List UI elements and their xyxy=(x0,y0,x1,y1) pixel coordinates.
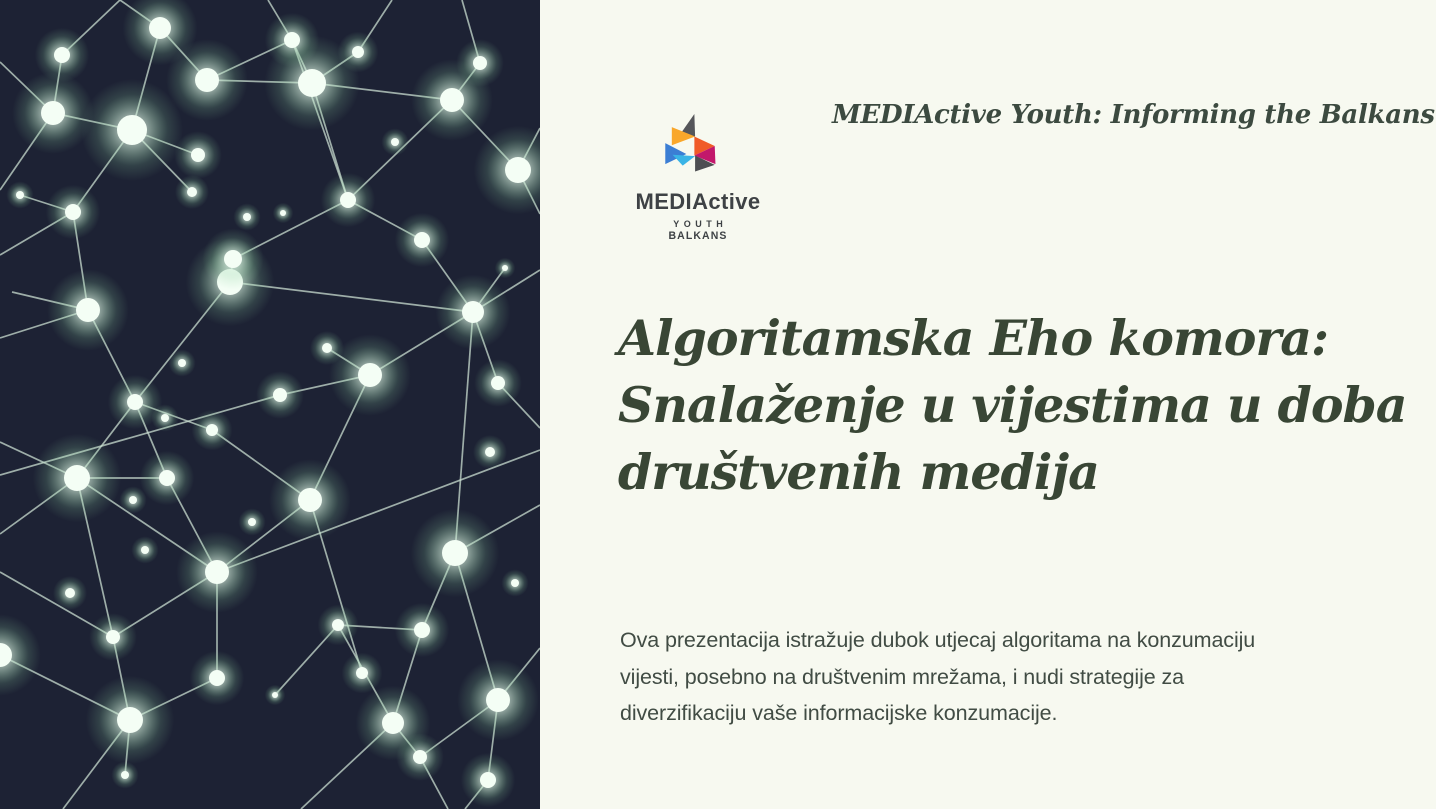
network-illustration xyxy=(0,0,540,809)
mediactive-logo xyxy=(626,98,770,242)
slide-body xyxy=(620,622,1255,732)
body-line: Ova prezentacija istražuje dubok utjecaj algoritama na konzumaciju xyxy=(620,628,1256,652)
logo-subtitle-youth: YOUTH xyxy=(673,219,728,229)
slide-content-area xyxy=(540,0,1436,809)
title-line: Algoritamska Eho komora: xyxy=(618,309,1329,367)
title-line: društvenih medija xyxy=(618,443,1099,501)
slide-title xyxy=(618,305,1407,506)
slide-kicker: MEDIActive Youth: Informing the Balkans xyxy=(832,100,1435,130)
body-line: diverzifikaciju vaše informacijske konzumacije. xyxy=(620,701,1058,725)
body-line: vijesti, posebno na društvenim mrežama, i nudi strategije za xyxy=(620,664,1185,689)
mediactive-logo-icon xyxy=(658,98,738,186)
logo-subtitle-balkans: BALKANS xyxy=(668,229,728,243)
title-line: Snalaženje u vijestima u doba xyxy=(618,376,1407,434)
logo-wordmark: MEDIActive xyxy=(635,189,761,214)
